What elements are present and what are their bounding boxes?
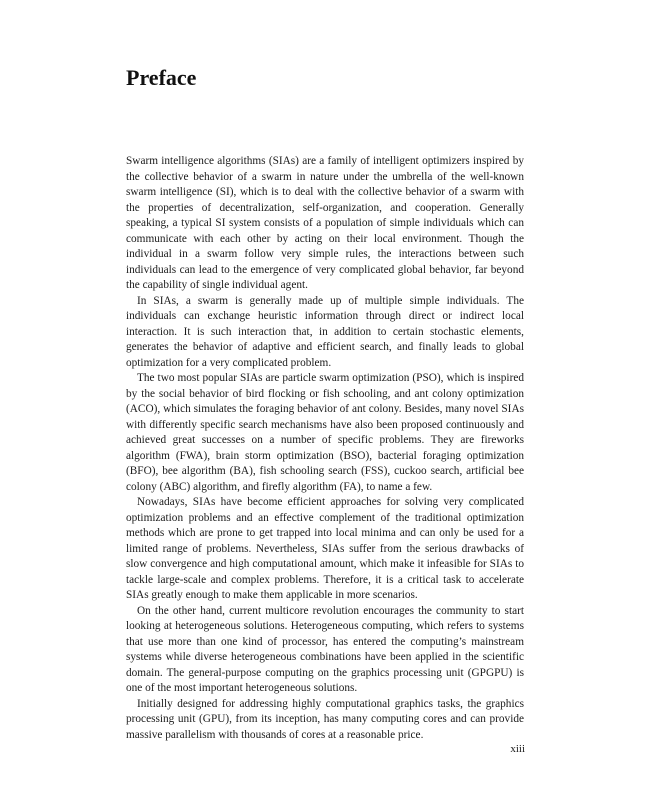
paragraph: In SIAs, a swarm is generally made up of multiple simple individuals. The individuals can exchange heuristic information through direct or indirect local interaction. It is such interaction that, in addition to certain stochastic elements, generates the behavior of adaptive and efficient search, and finally leads to global optimization for a very complicated problem. (126, 294, 524, 369)
paragraph: On the other hand, current multicore revolution encourages the community to start looking at heterogeneous solutions. Heterogeneous computing, which refers to systems that use more than one kind of processor, has entered the computing’s mainstream systems while diverse heterogeneous combinations have been applied in the scientific domain. The general-purpose computing on the graphics processing unit (GPGPU) is one of the most important heterogeneous solutions. (126, 604, 524, 694)
preface-body (126, 154, 524, 743)
paragraph: Nowadays, SIAs have become efficient approaches for solving very complicated optimization problems and an effective complement of the traditional optimization methods which are prone to get trapped into local minima and can only be used for a limited range of problems. Nevertheless, SIAs suffer from the serious drawbacks of slow convergence and high computational amount, which make it infeasible for SIAs to tackle large-scale and complex problems. Therefore, it is a critical task to accelerate SIAs greatly enough to make them applicable in more scenarios. (126, 496, 524, 601)
paragraph: The two most popular SIAs are particle swarm optimization (PSO), which is inspired by the social behavior of bird flocking or fish schooling, and ant colony optimization (ACO), which simulates the foraging behavior of ant colony. Besides, many novel SIAs with differently specific search mechanisms have also been proposed continuously and achieved great successes on a number of specific problems. They are fireworks algorithm (FWA), brain storm optimization (BSO), bacterial foraging optimization (BFO), bee algorithm (BA), fish schooling search (FSS), cuckoo search, artificial bee colony (ABC) algorithm, and firefly algorithm (FA), to name a few. (126, 372, 524, 493)
page-number: xiii (510, 743, 525, 755)
page-title: Preface (126, 65, 197, 90)
paragraph: Initially designed for addressing highly computational graphics tasks, the graphics processing unit (GPU), from its inception, has many computing cores and can provide massive parallelism with thousands of cores at a reasonable price. (126, 697, 524, 741)
paragraph: Swarm intelligence algorithms (SIAs) are a family of intelligent optimizers inspired by the collective behavior of a swarm in nature under the umbrella of the well-known swarm intelligence (SI), which is to deal with the collective behavior of a swarm with the properties of decentralization, self-organization, and cooperation. Generally speaking, a typical SI system consists of a population of simple individuals which can communicate with each other by acting on their local environment. Though the individual in a swarm follow very simple rules, the interactions between such individuals can lead to the emergence of very complicated global behavior, far beyond the capability of single individual agent. (126, 155, 524, 291)
